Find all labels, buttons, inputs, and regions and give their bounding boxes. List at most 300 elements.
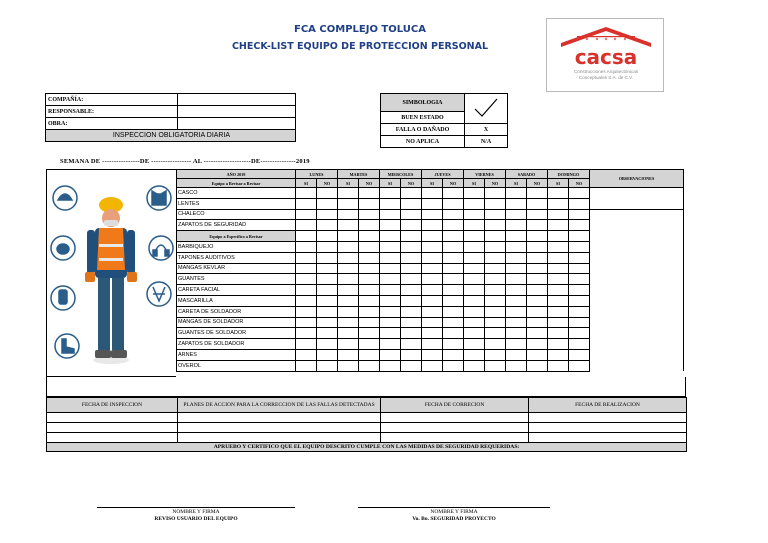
check-cell[interactable] [569,188,590,199]
check-cell[interactable] [380,220,401,231]
check-cell[interactable] [359,252,380,263]
check-cell[interactable] [485,220,506,231]
check-cell[interactable] [443,263,464,274]
semana-line: SEMANA DE ----------------DE ----------------- AL --------------------DE---------------2019 [60,158,310,165]
check-cell[interactable] [380,328,401,339]
sino-header: NO [443,179,464,188]
check-cell[interactable] [464,209,485,220]
check-cell[interactable] [464,274,485,285]
observaciones-cell[interactable] [590,317,684,328]
check-cell[interactable] [548,263,569,274]
equipment-item: MASCARILLA [177,295,296,306]
equipment-item: BARBIQUEJO [177,241,296,252]
check-cell[interactable] [485,188,506,199]
check-cell[interactable] [338,317,359,328]
check-cell[interactable] [317,209,338,220]
check-cell[interactable] [569,328,590,339]
check-cell[interactable] [569,295,590,306]
check-cell[interactable] [569,252,590,263]
compania-field[interactable] [178,94,296,106]
check-cell[interactable] [527,220,548,231]
check-cell[interactable] [338,274,359,285]
observaciones-cell[interactable] [590,360,684,371]
check-cell[interactable] [443,317,464,328]
check-cell[interactable] [338,220,359,231]
check-cell[interactable] [338,263,359,274]
check-cell[interactable] [338,252,359,263]
check-cell[interactable] [317,339,338,350]
check-cell[interactable] [506,274,527,285]
check-cell[interactable] [485,263,506,274]
check-cell[interactable] [296,209,317,220]
responsable-field[interactable] [178,106,296,118]
check-cell[interactable] [359,241,380,252]
check-cell[interactable] [548,317,569,328]
check-cell[interactable] [464,285,485,296]
check-cell[interactable] [401,360,422,371]
check-cell[interactable] [380,209,401,220]
boot-icon [55,334,79,358]
plan-cell[interactable] [529,433,687,443]
observaciones-cell[interactable] [590,241,684,252]
worker-figure-icon [47,170,177,378]
check-cell[interactable] [338,306,359,317]
sino-header: SI [380,179,401,188]
day-header-sunday: DOMINGO [548,170,590,179]
check-cell[interactable] [527,198,548,209]
check-cell[interactable] [548,209,569,220]
check-cell[interactable] [506,209,527,220]
check-cell[interactable] [569,349,590,360]
check-cell[interactable] [401,349,422,360]
check-cell[interactable] [296,306,317,317]
inspection-grid [176,169,684,372]
check-cell[interactable] [380,285,401,296]
equipment-item: GUANTES [177,274,296,285]
check-cell[interactable] [443,274,464,285]
check-cell[interactable] [317,198,338,209]
check-cell[interactable] [422,274,443,285]
check-cell[interactable] [506,263,527,274]
check-cell[interactable] [338,360,359,371]
sino-header: SI [296,179,317,188]
check-cell[interactable] [317,349,338,360]
check-cell[interactable] [422,295,443,306]
inspeccion-label: INSPECCION OBLIGATORIA DIARIA [46,130,296,142]
check-cell[interactable] [422,252,443,263]
check-cell[interactable] [506,349,527,360]
check-cell[interactable] [443,328,464,339]
check-cell[interactable] [296,349,317,360]
check-cell[interactable] [317,188,338,199]
check-cell[interactable] [317,317,338,328]
plan-cell[interactable] [47,423,178,433]
check-cell[interactable] [485,252,506,263]
check-cell[interactable] [548,360,569,371]
check-cell[interactable] [485,339,506,350]
check-cell[interactable] [464,295,485,306]
check-cell[interactable] [485,231,506,242]
check-cell[interactable] [317,274,338,285]
check-cell[interactable] [527,285,548,296]
check-cell[interactable] [380,198,401,209]
check-cell[interactable] [506,328,527,339]
check-cell[interactable] [569,198,590,209]
check-cell[interactable] [443,231,464,242]
check-cell[interactable] [401,188,422,199]
check-cell[interactable] [422,263,443,274]
check-cell[interactable] [506,198,527,209]
check-cell[interactable] [485,317,506,328]
observaciones-cell[interactable] [590,220,684,231]
check-cell[interactable] [380,252,401,263]
check-cell[interactable] [296,263,317,274]
check-cell[interactable] [443,306,464,317]
check-cell[interactable] [527,306,548,317]
check-cell[interactable] [317,252,338,263]
signature-safety[interactable] [358,507,550,523]
check-cell[interactable] [569,263,590,274]
check-cell[interactable] [485,241,506,252]
check-cell[interactable] [359,188,380,199]
check-cell[interactable] [485,349,506,360]
document-title: FCA COMPLEJO TOLUCA [294,24,426,35]
check-cell[interactable] [464,349,485,360]
year-header: AÑO 2019 [177,170,296,179]
check-cell[interactable] [485,306,506,317]
check-cell[interactable] [317,295,338,306]
check-cell[interactable] [380,360,401,371]
equipment-item: ARNES [177,349,296,360]
check-cell[interactable] [527,360,548,371]
check-cell[interactable] [464,252,485,263]
check-cell[interactable] [464,220,485,231]
check-cell[interactable] [317,360,338,371]
check-cell[interactable] [506,220,527,231]
check-cell[interactable] [569,274,590,285]
check-cell[interactable] [380,349,401,360]
check-cell[interactable] [485,209,506,220]
check-cell[interactable] [422,198,443,209]
check-cell[interactable] [548,188,569,199]
check-cell[interactable] [296,328,317,339]
check-cell[interactable] [527,263,548,274]
check-cell[interactable] [338,295,359,306]
check-cell[interactable] [464,263,485,274]
check-cell[interactable] [443,188,464,199]
sino-header: NO [569,179,590,188]
fecha-inspeccion-header: FECHA DE INSPECCION [47,398,178,413]
check-cell[interactable] [338,349,359,360]
check-cell[interactable] [380,295,401,306]
equipment-item: OVEROL [177,360,296,371]
check-cell[interactable] [443,295,464,306]
equipment-item: MANGAS DE SOLDADOR [177,317,296,328]
check-cell[interactable] [296,360,317,371]
check-cell[interactable] [506,360,527,371]
check-cell[interactable] [569,285,590,296]
check-cell[interactable] [443,241,464,252]
observaciones-cell[interactable] [590,209,684,220]
observaciones-cell[interactable] [590,349,684,360]
check-cell[interactable] [548,220,569,231]
check-cell[interactable] [464,317,485,328]
check-cell[interactable] [338,231,359,242]
check-cell[interactable] [359,349,380,360]
check-cell[interactable] [380,339,401,350]
sino-header: NO [485,179,506,188]
check-cell[interactable] [464,198,485,209]
check-cell[interactable] [527,241,548,252]
plan-cell[interactable] [178,413,381,423]
check-cell[interactable] [359,285,380,296]
check-cell[interactable] [296,317,317,328]
check-cell[interactable] [569,241,590,252]
check-cell[interactable] [443,209,464,220]
check-cell[interactable] [359,209,380,220]
check-cell[interactable] [380,263,401,274]
check-cell[interactable] [464,306,485,317]
check-cell[interactable] [506,252,527,263]
check-cell[interactable] [359,360,380,371]
check-cell[interactable] [296,241,317,252]
check-cell[interactable] [401,274,422,285]
check-cell[interactable] [548,328,569,339]
check-cell[interactable] [380,306,401,317]
check-cell[interactable] [401,306,422,317]
observaciones-cell[interactable] [590,188,684,210]
check-cell[interactable] [401,231,422,242]
check-cell[interactable] [443,360,464,371]
check-cell[interactable] [422,317,443,328]
check-cell[interactable] [506,295,527,306]
check-cell[interactable] [527,188,548,199]
check-cell[interactable] [296,220,317,231]
observaciones-cell[interactable] [590,263,684,274]
check-cell[interactable] [422,349,443,360]
mask-icon [51,236,75,260]
check-cell[interactable] [296,295,317,306]
check-cell[interactable] [464,231,485,242]
check-cell[interactable] [443,349,464,360]
check-cell[interactable] [359,306,380,317]
check-cell[interactable] [317,231,338,242]
plan-cell[interactable] [47,433,178,443]
check-cell[interactable] [569,339,590,350]
check-cell[interactable] [527,339,548,350]
check-cell[interactable] [569,220,590,231]
check-cell[interactable] [569,360,590,371]
check-cell[interactable] [485,198,506,209]
plan-cell[interactable] [381,413,529,423]
check-cell[interactable] [359,317,380,328]
check-cell[interactable] [548,198,569,209]
check-cell[interactable] [527,209,548,220]
check-cell[interactable] [359,295,380,306]
check-cell[interactable] [380,317,401,328]
observaciones-cell[interactable] [590,231,684,242]
check-cell[interactable] [422,188,443,199]
check-cell[interactable] [548,252,569,263]
check-cell[interactable] [422,328,443,339]
check-cell[interactable] [548,306,569,317]
check-cell[interactable] [380,241,401,252]
check-cell[interactable] [296,198,317,209]
check-cell[interactable] [464,360,485,371]
check-cell[interactable] [443,285,464,296]
check-cell[interactable] [506,188,527,199]
check-cell[interactable] [296,252,317,263]
harness-icon [147,282,171,306]
check-cell[interactable] [401,241,422,252]
check-cell[interactable] [506,339,527,350]
check-cell[interactable] [569,209,590,220]
plan-cell[interactable] [381,423,529,433]
check-cell[interactable] [401,209,422,220]
check-cell[interactable] [296,188,317,199]
check-cell[interactable] [485,285,506,296]
check-cell[interactable] [317,241,338,252]
check-cell[interactable] [401,285,422,296]
check-cell[interactable] [485,295,506,306]
check-cell[interactable] [422,220,443,231]
check-cell[interactable] [296,339,317,350]
planes-header: PLANES DE ACCION PARA LA CORRECCION DE LAS FALLAS DETECTADAS [178,398,381,413]
check-cell[interactable] [527,328,548,339]
check-cell[interactable] [296,274,317,285]
check-cell[interactable] [401,198,422,209]
check-cell[interactable] [506,231,527,242]
check-cell[interactable] [338,198,359,209]
day-header-friday: VIERNES [464,170,506,179]
check-cell[interactable] [506,317,527,328]
check-cell[interactable] [464,188,485,199]
sino-header: NO [401,179,422,188]
check-cell[interactable] [464,241,485,252]
check-cell[interactable] [422,339,443,350]
check-cell[interactable] [401,328,422,339]
check-cell[interactable] [506,241,527,252]
check-cell[interactable] [569,306,590,317]
check-cell[interactable] [338,188,359,199]
check-cell[interactable] [443,339,464,350]
plan-cell[interactable] [47,413,178,423]
check-cell[interactable] [527,349,548,360]
check-cell[interactable] [359,328,380,339]
check-cell[interactable] [401,252,422,263]
check-cell[interactable] [464,328,485,339]
check-cell[interactable] [401,220,422,231]
check-cell[interactable] [296,231,317,242]
check-cell[interactable] [548,241,569,252]
observaciones-cell[interactable] [590,339,684,350]
check-cell[interactable] [317,263,338,274]
observaciones-cell[interactable] [590,295,684,306]
check-cell[interactable] [548,339,569,350]
check-cell[interactable] [380,231,401,242]
obra-field[interactable] [178,118,296,130]
check-cell[interactable] [569,317,590,328]
check-cell[interactable] [380,274,401,285]
check-cell[interactable] [317,306,338,317]
check-cell[interactable] [380,188,401,199]
check-cell[interactable] [485,360,506,371]
check-cell[interactable] [527,252,548,263]
check-cell[interactable] [317,220,338,231]
check-cell[interactable] [464,339,485,350]
check-cell[interactable] [527,231,548,242]
check-cell[interactable] [338,339,359,350]
check-cell[interactable] [317,285,338,296]
check-cell[interactable] [401,263,422,274]
plan-cell[interactable] [381,433,529,443]
check-cell[interactable] [296,285,317,296]
check-cell[interactable] [527,317,548,328]
check-cell[interactable] [338,328,359,339]
check-cell[interactable] [338,241,359,252]
sino-header: NO [359,179,380,188]
check-cell[interactable] [359,231,380,242]
check-cell[interactable] [485,274,506,285]
sino-header: NO [527,179,548,188]
check-cell[interactable] [359,263,380,274]
check-cell[interactable] [548,295,569,306]
check-cell[interactable] [422,306,443,317]
observaciones-cell[interactable] [590,306,684,317]
check-cell[interactable] [443,252,464,263]
check-cell[interactable] [485,328,506,339]
check-cell[interactable] [569,231,590,242]
check-cell[interactable] [359,274,380,285]
check-cell[interactable] [338,285,359,296]
check-cell[interactable] [527,274,548,285]
check-cell[interactable] [548,231,569,242]
check-cell[interactable] [401,295,422,306]
check-cell[interactable] [506,285,527,296]
check-cell[interactable] [443,220,464,231]
plan-cell[interactable] [178,423,381,433]
check-cell[interactable] [359,339,380,350]
check-cell[interactable] [422,285,443,296]
check-cell[interactable] [422,231,443,242]
plan-cell[interactable] [178,433,381,443]
check-cell[interactable] [506,306,527,317]
simbologia-table [380,93,508,148]
check-cell[interactable] [338,209,359,220]
check-cell[interactable] [422,241,443,252]
check-cell[interactable] [422,360,443,371]
check-cell[interactable] [548,274,569,285]
signature-role: REVISO USUARIO DEL EQUIPO [154,516,238,522]
observaciones-cell[interactable] [590,252,684,263]
check-cell[interactable] [548,349,569,360]
check-cell[interactable] [401,339,422,350]
observaciones-cell[interactable] [590,285,684,296]
observaciones-cell[interactable] [590,274,684,285]
check-cell[interactable] [527,295,548,306]
plan-cell[interactable] [529,413,687,423]
check-cell[interactable] [359,198,380,209]
observaciones-cell[interactable] [590,328,684,339]
check-cell[interactable] [401,317,422,328]
check-cell[interactable] [443,198,464,209]
signature-user[interactable] [97,507,295,523]
check-cell[interactable] [422,209,443,220]
check-cell[interactable] [359,220,380,231]
check-cell[interactable] [548,285,569,296]
check-cell[interactable] [317,328,338,339]
plan-cell[interactable] [529,423,687,433]
